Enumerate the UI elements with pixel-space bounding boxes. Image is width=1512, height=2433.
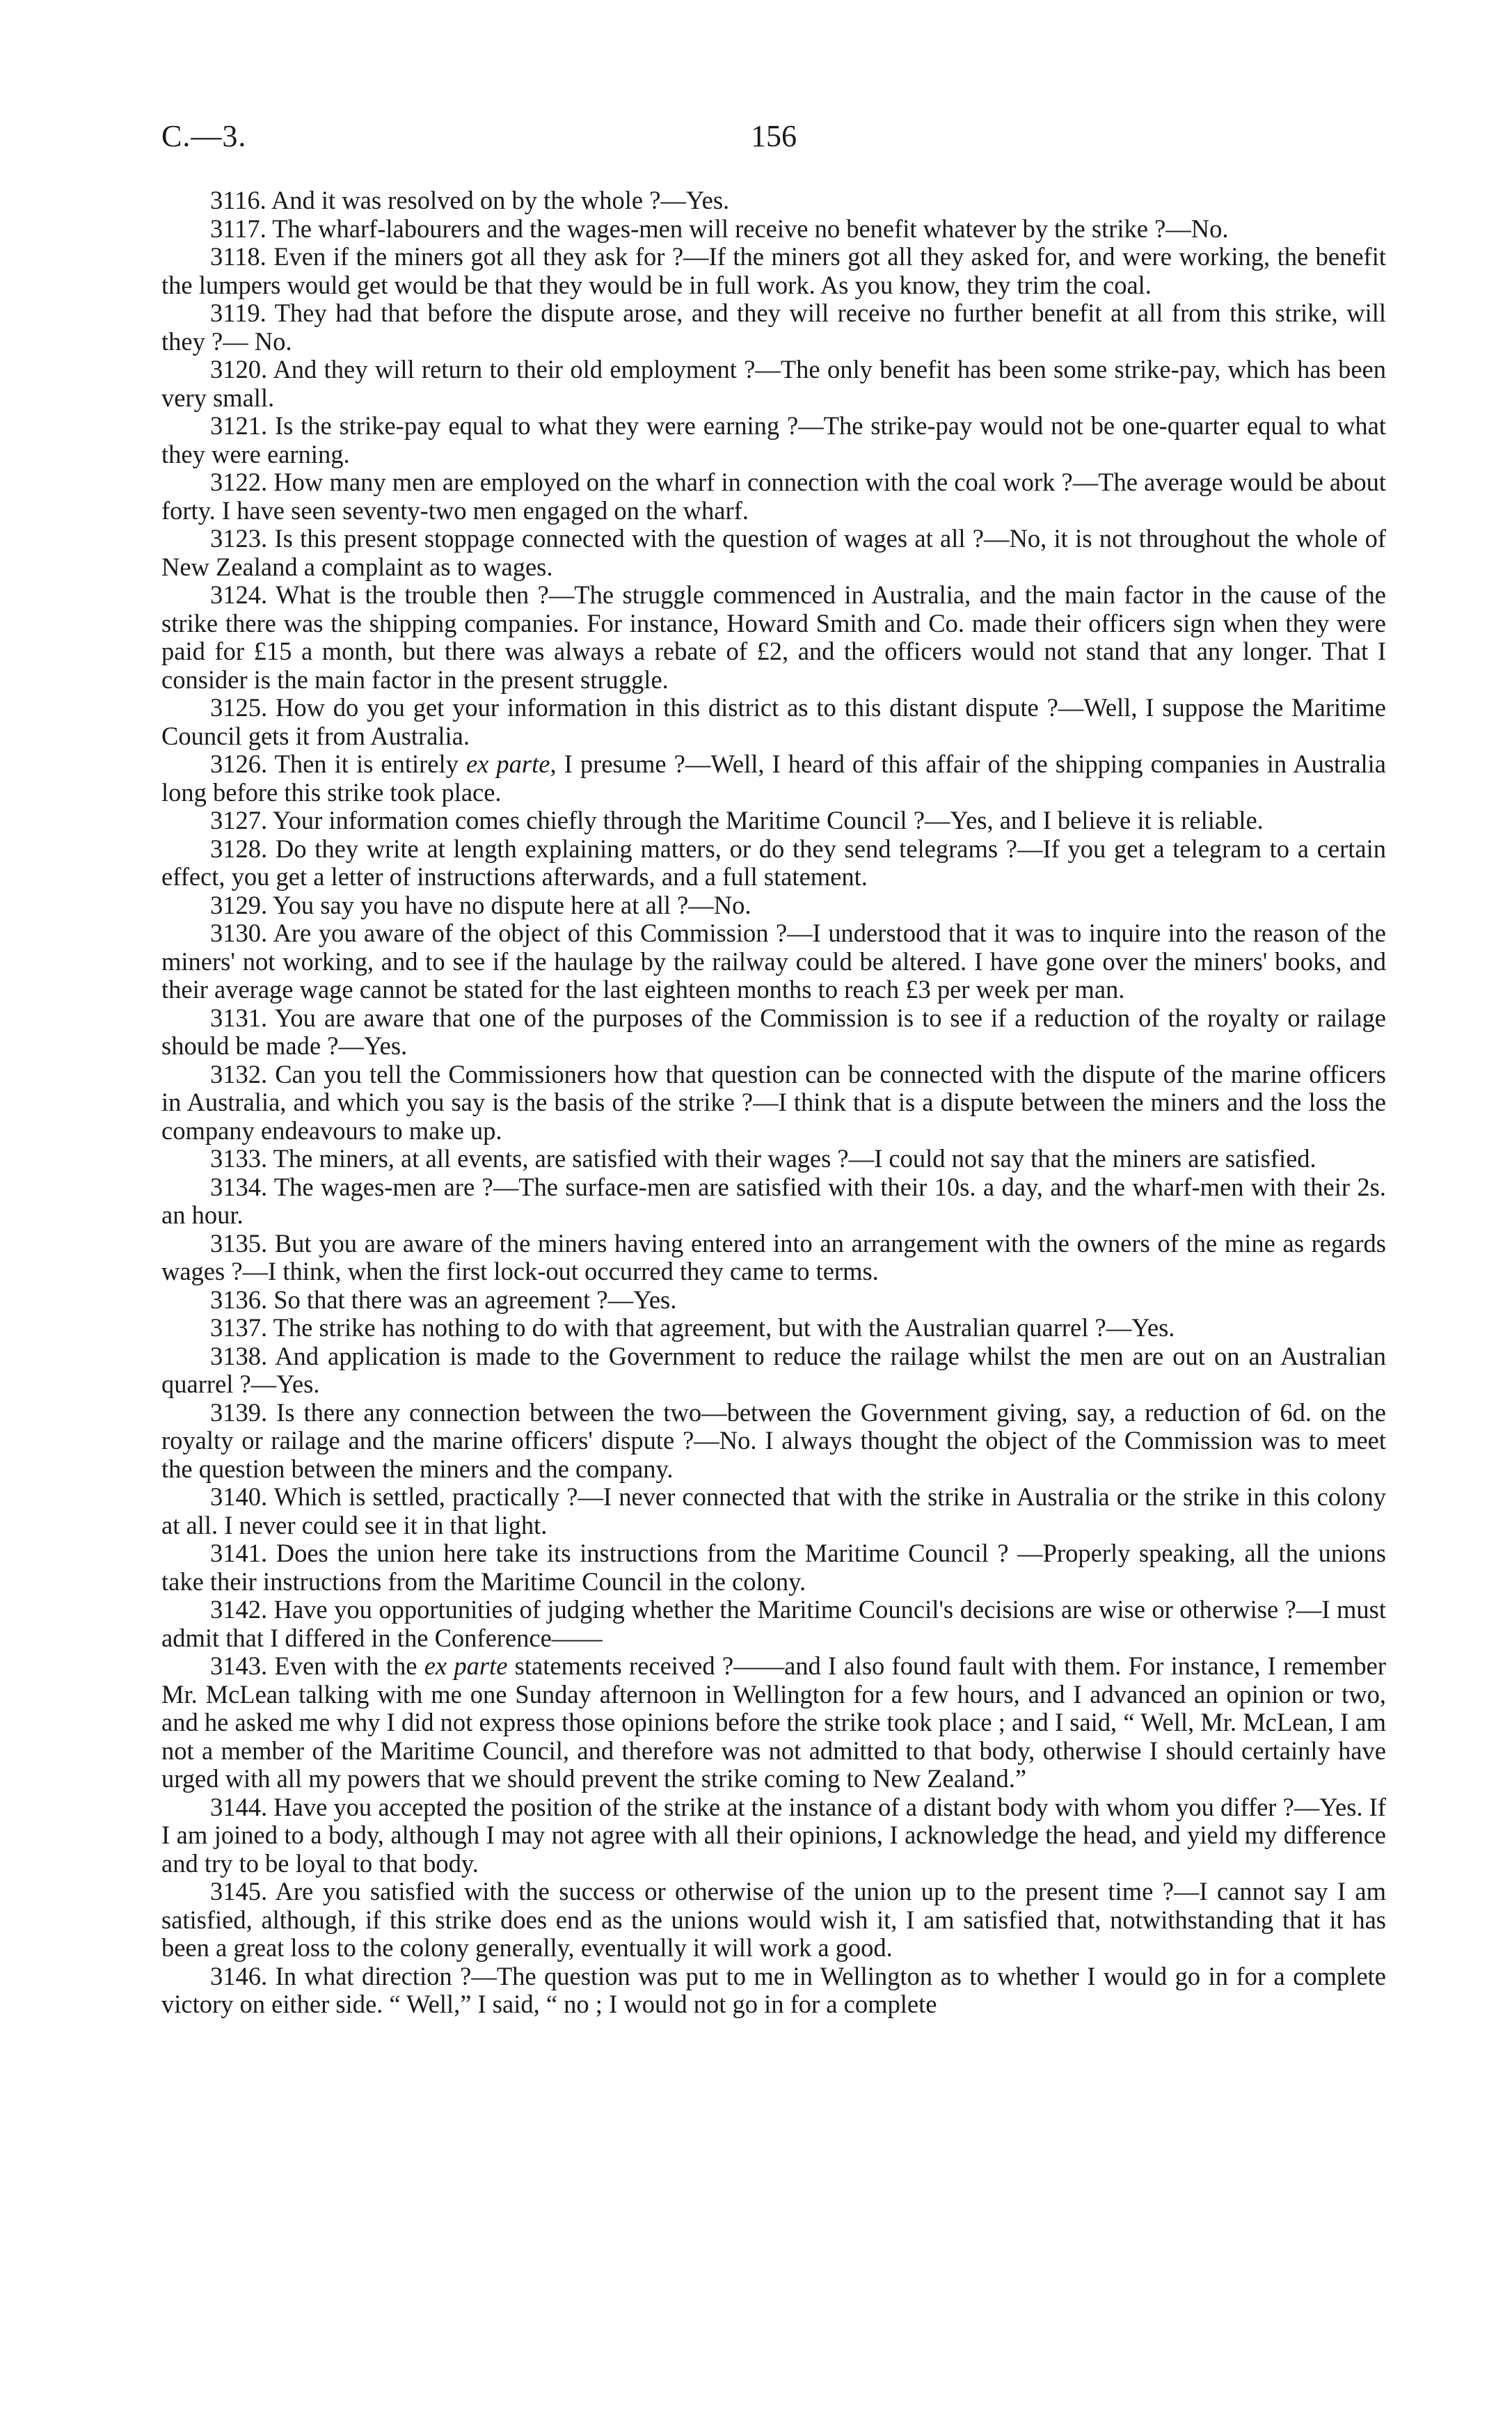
paragraph-3116: 3116. And it was resolved on by the whole ?—Yes. (210, 186, 730, 214)
paragraph-3141: 3141. Does the union here take its instructions from the Maritime Council ? —Properly speaking, all the unions take their instructions from the Maritime Council in the colony. (161, 1539, 1386, 1596)
paragraph-3144: 3144. Have you accepted the position of the strike at the instance of a distant body with whom you differ ?—Yes. If I am joined to a body, although I may not agree with all their opinions, I acknowledge the head, and yield my difference and try to be loyal to that body. (161, 1792, 1386, 1878)
paragraph-3146: 3146. In what direction ?—The question was put to me in Wellington as to whether I would go in for a complete victory on either side. “ Well,” I said, “ no ; I would not go in for a complete (161, 1961, 1386, 2018)
paragraph-3117: 3117. The wharf-labourers and the wages-men will receive no benefit whatever by the strike ?—No. (210, 214, 1229, 243)
paragraph-3142: 3142. Have you opportunities of judging whether the Maritime Council's decisions are wise or otherwise ?—I must admit that I differed in the Conference—— (161, 1595, 1386, 1652)
document-code: C.—3. (161, 119, 247, 153)
paragraph-3125: 3125. How do you get your information in this district as to this distant dispute ?—Well, I suppose the Maritime Council gets it from Australia. (161, 693, 1386, 750)
paragraph-3121: 3121. Is the strike-pay equal to what they were earning ?—The strike-pay would not be one-quarter equal to what they were earning. (161, 411, 1386, 468)
paragraph-3118: 3118. Even if the miners got all they ask for ?—If the miners got all they asked for, and were working, the benefit the lumpers would get would be that they would be in full work. As you know, they trim the coal. (161, 242, 1386, 299)
paragraph-3123: 3123. Is this present stoppage connected with the question of wages at all ?—No, it is not throughout the whole of New Zealand a complaint as to wages. (161, 524, 1386, 581)
paragraph-3140: 3140. Which is settled, practically ?—I never connected that with the strike in Australia or the strike in this colony at all. I never could see it in that light. (161, 1482, 1386, 1539)
paragraph-3134: 3134. The wages-men are ?—The surface-men are satisfied with their 10s. a day, and the wharf-men with their 2s. an hour. (161, 1172, 1386, 1229)
page-number: 156 (751, 119, 797, 153)
paragraph-3133: 3133. The miners, at all events, are satisfied with their wages ?—I could not say that the miners are satisfied. (210, 1144, 1316, 1173)
paragraph-3129: 3129. You say you have no dispute here at all ?—No. (210, 890, 751, 919)
paragraph-3132: 3132. Can you tell the Commissioners how that question can be connected with the dispute of the marine officers in Australia, and which you say is the basis of the strike ?—I think that is a dispute between the miners and the loss the company endeavours to make up. (161, 1059, 1386, 1145)
paragraph-3131: 3131. You are aware that one of the purposes of the Commission is to see if a reduction of the royalty or railage should be made ?—Yes. (161, 1003, 1386, 1060)
paragraph-3127: 3127. Your information comes chiefly through the Maritime Council ?—Yes, and I believe it is reliable. (210, 806, 1264, 834)
paragraph-3135: 3135. But you are aware of the miners having entered into an arrangement with the owners of the mine as regards wages ?—I think, when the first lock-out occurred they came to terms. (161, 1228, 1386, 1285)
paragraph-3119: 3119. They had that before the dispute arose, and they will receive no further benefit at all from this strike, will they ?— No. (161, 299, 1386, 356)
paragraph-3122: 3122. How many men are employed on the wharf in connection with the coal work ?—The average would be about forty. I have seen seventy-two men engaged on the wharf. (161, 468, 1386, 525)
paragraph-3137: 3137. The strike has nothing to do with that agreement, but with the Australian quarrel ?—Yes. (210, 1313, 1175, 1342)
paragraph-3124: 3124. What is the trouble then ?—The struggle commenced in Australia, and the main factor in the cause of the strike there was the shipping companies. For instance, Howard Smith and Co. made their officers sign when they were paid for £15 a month, but there was always a rebate of £2, and the officers would not stand that any longer. That I consider is the main factor in the present struggle. (161, 580, 1386, 694)
page-body (161, 187, 1386, 2019)
paragraph-3145: 3145. Are you satisfied with the success or otherwise of the union up to the present time ?—I cannot say I am satisfied, although, if this strike does end as the unions would wish it, I am satisfied that, notwithstanding that it has been a great loss to the colony generally, eventually it will work a good. (161, 1877, 1386, 1962)
page-header (161, 118, 1386, 160)
paragraph-3143: 3143. Even with the ex parte statements received ?——and I also found fault with them. For instance, I remember Mr. McLean talking with me one Sunday afternoon in Wellington for a few hours, and I advanced an opinion or two, and he asked me why I did not express those opinions before the strike took place ; and I said, “ Well, Mr. McLean, I am not a member of the Maritime Council, and therefore was not admitted to that body, otherwise I should certainly have urged with all my powers that we should prevent the strike coming to New Zealand.” (161, 1651, 1386, 1793)
paragraph-3136: 3136. So that there was an agreement ?—Yes. (210, 1285, 677, 1314)
paragraph-3138: 3138. And application is made to the Government to reduce the railage whilst the men are out on an Australian quarrel ?—Yes. (161, 1341, 1386, 1398)
paragraph-3120: 3120. And they will return to their old employment ?—The only benefit has been some strike-pay, which has been very small. (161, 355, 1386, 412)
paragraph-3139: 3139. Is there any connection between the two—between the Government giving, say, a reduction of 6d. on the royalty or railage and the marine officers' dispute ?—No. I always thought the object of the Commission was to meet the question between the miners and the company. (161, 1397, 1386, 1483)
paragraph-3130: 3130. Are you aware of the object of this Commission ?—I understood that it was to inquire into the reason of the miners' not working, and to see if the haulage by the railway could be altered. I have gone over the miners' books, and their average wage cannot be stated for the last eighteen months to reach £3 per week per man. (161, 919, 1386, 1004)
paragraph-3126: 3126. Then it is entirely ex parte, I presume ?—Well, I heard of this affair of the shipping companies in Australia long before this strike took place. (161, 750, 1386, 807)
paragraph-3128: 3128. Do they write at length explaining matters, or do they send telegrams ?—If you get a telegram to a certain effect, you get a letter of instructions afterwards, and a full statement. (161, 834, 1386, 891)
